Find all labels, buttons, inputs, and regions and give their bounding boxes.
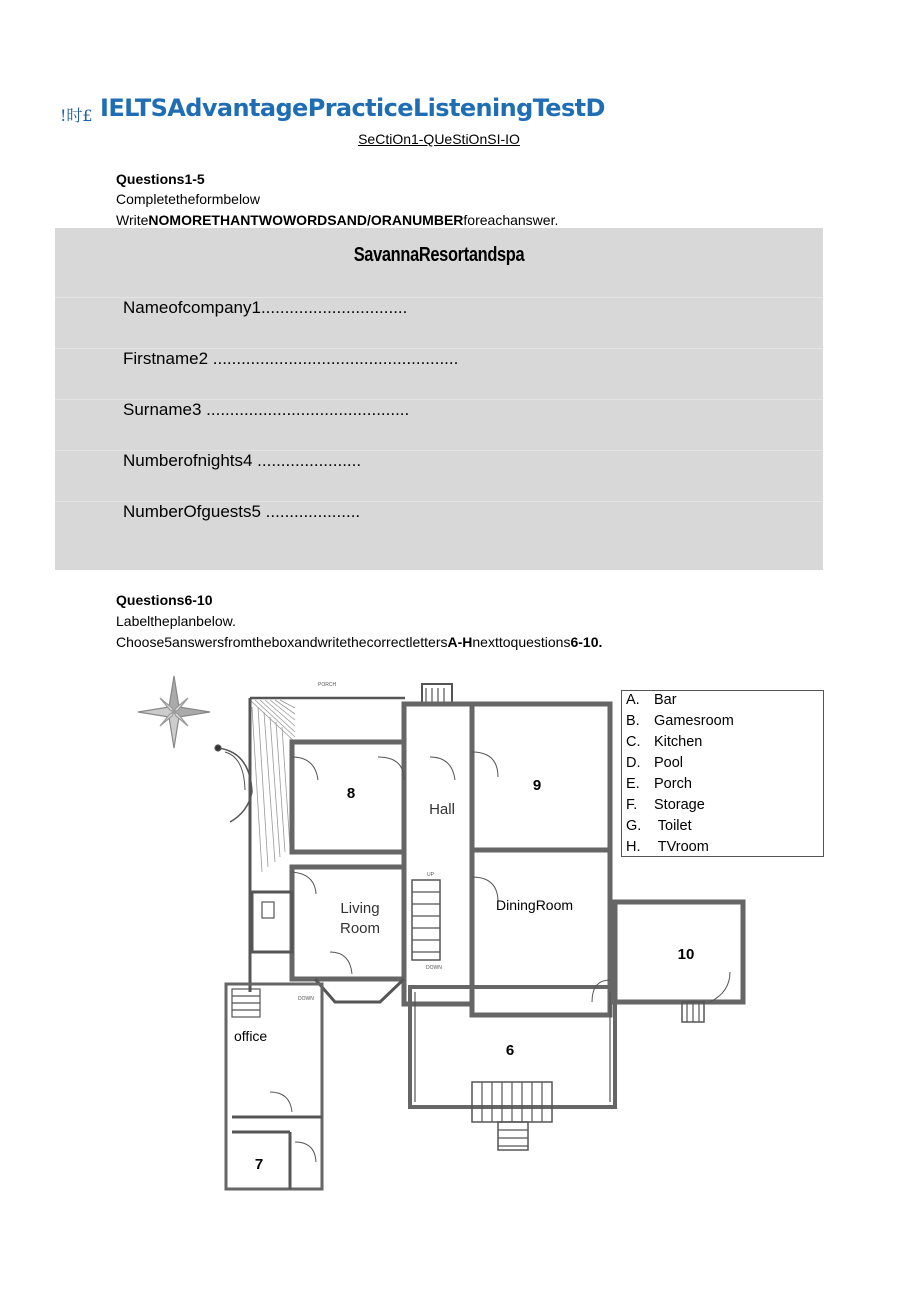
- plan-room-9-label: 9: [532, 777, 542, 794]
- form-row-company: Nameofcompany1...............................: [123, 298, 408, 317]
- option-e: E. Porch: [626, 776, 692, 792]
- plan-stair-up-label: UP: [427, 872, 434, 878]
- form-row-nights: Numberofnights4 ......................: [123, 451, 362, 470]
- plan-room-10-label: 10: [677, 946, 695, 963]
- option-h: H. TVroom: [626, 839, 709, 855]
- compass-icon: [138, 676, 210, 748]
- porch-hatching: [250, 700, 295, 872]
- option-f: F. Storage: [626, 797, 705, 813]
- section-subtitle: SeCtiOn1-QUeStiOnSI-IO: [358, 131, 520, 147]
- form-row-surname: Surname3 ...........................................: [123, 400, 410, 419]
- instruction-label-plan: Labeltheplanbelow.: [116, 613, 236, 629]
- option-d: D. Pool: [626, 755, 684, 771]
- plan-office-stair-down-label: DOWN: [298, 996, 314, 1002]
- plan-dining-room-label: DiningRoom: [496, 897, 574, 913]
- form-row-guests: NumberOfguests5 ....................: [123, 502, 361, 521]
- option-c: C. Kitchen: [626, 734, 703, 750]
- page-title: IELTSAdvantagePracticeListeningTestD: [100, 94, 605, 122]
- plan-hall-label: Hall: [429, 801, 455, 818]
- header-logo-mark: !时£: [60, 106, 93, 125]
- option-g: G. Toilet: [626, 818, 692, 834]
- booking-form: [55, 228, 823, 570]
- instruction-choose-answers: Choose5answersfromtheboxandwritethecorrectlettersA-Hnexttoquestions6-10.: [116, 634, 603, 650]
- questions-6-10-heading: Questions6-10: [116, 592, 213, 608]
- option-a: A. Bar: [626, 692, 677, 708]
- plan-porch-small-label: PORCH: [318, 682, 337, 688]
- form-title: SavannaResortandspa: [353, 244, 525, 266]
- instruction-complete-form: Completetheformbelow: [116, 191, 260, 207]
- floor-plan: [130, 662, 760, 1197]
- plan-room-7-label: 7: [254, 1156, 264, 1173]
- plan-room-8-label: 8: [346, 785, 356, 802]
- plan-room-6-label: 6: [505, 1042, 515, 1059]
- form-row-first-name: Firstname2 ....................................................: [123, 349, 459, 368]
- plan-office-label: office: [234, 1028, 268, 1044]
- instruction-word-limit: WriteNOMORETHANTWOWORDSAND/ORANUMBERforeachanswer.: [116, 212, 559, 228]
- questions-1-5-heading: Questions1-5: [116, 171, 205, 187]
- plan-living-label-2: Room: [339, 920, 381, 937]
- option-b: B. Gamesroom: [626, 713, 734, 729]
- plan-stair-down-label: DOWN: [426, 965, 442, 971]
- plan-living-label-1: Living: [340, 900, 380, 917]
